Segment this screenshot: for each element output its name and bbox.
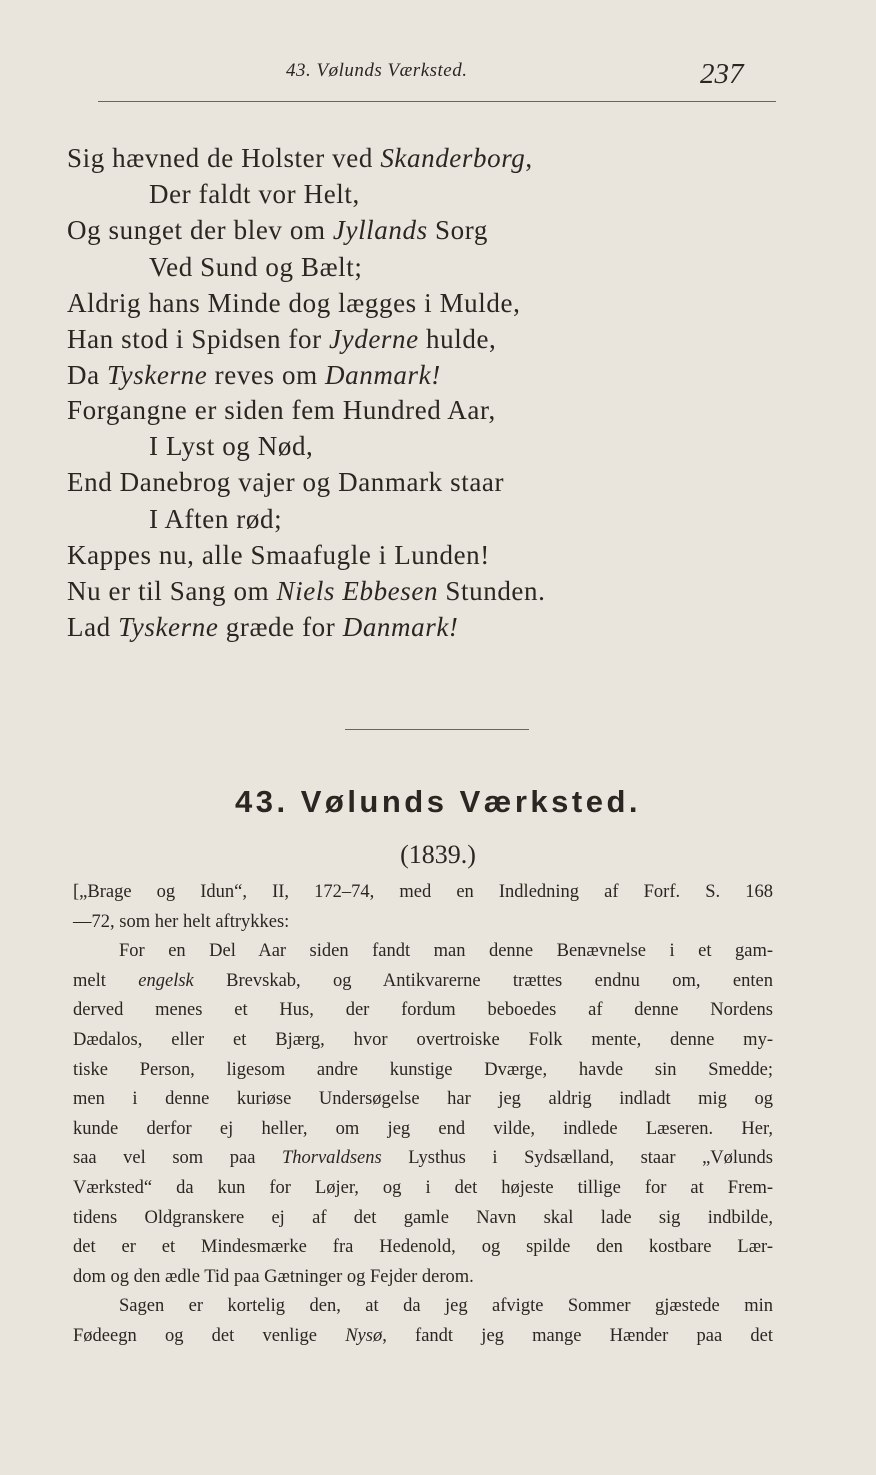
- text-segment: Lad: [67, 612, 119, 643]
- verse-line: [67, 285, 520, 321]
- verse-line: [67, 464, 504, 500]
- running-head: [0, 58, 876, 98]
- text-segment: derved menes et Hus, der fordum beboedes af denne Nordens: [73, 1000, 773, 1021]
- prose-line: [73, 1322, 773, 1352]
- prose-line: [73, 908, 773, 938]
- text-segment: Kappes nu, alle Smaafugle i Lunden!: [67, 539, 490, 570]
- prose-line: [73, 1233, 773, 1263]
- prose-line: [73, 1204, 773, 1234]
- text-segment: Værksted“ da kun for Løjer, og i det højeste tillige for at Frem-: [73, 1177, 773, 1198]
- running-head-title: [286, 60, 468, 82]
- prose-line: [73, 1174, 773, 1204]
- text-segment: reves om: [207, 360, 326, 391]
- text-segment: Ved Sund og Bælt;: [149, 251, 363, 282]
- text-segment: Nu er til Sang om: [67, 576, 277, 606]
- text-segment: Der faldt vor Helt,: [149, 179, 360, 210]
- prose-line: [73, 1026, 773, 1056]
- prose-line: [119, 1292, 773, 1322]
- verse-line: [67, 321, 496, 357]
- italic-text: Thorvaldsens: [281, 1148, 382, 1169]
- italic-text: Tyskerne: [107, 360, 208, 391]
- text-segment: men i denne kuriøse Undersøgelse har jeg aldrig indladt mig og: [73, 1089, 773, 1110]
- verse-line: [149, 501, 282, 537]
- text-segment: kunde derfor ej heller, om jeg end vilde, indlede Læseren. Her,: [73, 1118, 773, 1139]
- prose-line: [73, 1115, 773, 1145]
- header-rule: [98, 101, 776, 102]
- text-segment: Sagen er kortelig den, at da jeg afvigte Sommer gjæstede min: [119, 1296, 773, 1317]
- prose-line: [73, 1144, 773, 1174]
- prose-line: [119, 937, 773, 967]
- running-head-text: Vølunds Værksted.: [316, 60, 468, 81]
- section-divider: [345, 729, 529, 730]
- text-segment: , fandt jeg mange Hænder paa det: [382, 1325, 773, 1346]
- verse-line: [67, 357, 441, 393]
- text-segment: I Aften rød;: [149, 503, 283, 534]
- text-segment: Og sunget der blev om: [67, 215, 333, 246]
- italic-text: Skanderborg: [380, 143, 526, 173]
- text-segment: Aldrig hans Minde dog lægges i Mulde,: [67, 287, 521, 318]
- text-segment: Brevskab, og Antikvarerne trættes endnu om, enten: [193, 970, 773, 991]
- section-heading: 43. Vølunds Værksted.: [235, 784, 641, 819]
- prose-line: [73, 1085, 773, 1115]
- text-segment: Sorg: [427, 215, 488, 246]
- running-head-number: 43.: [286, 60, 312, 81]
- text-segment: Lysthus i Sydsælland, staar „Vølunds: [381, 1148, 773, 1169]
- text-segment: Han stod i Spidsen for: [67, 324, 330, 354]
- text-segment: melt: [73, 970, 139, 991]
- text-segment: ,: [525, 143, 533, 173]
- italic-text: Tyskerne: [118, 612, 219, 643]
- prose-line: [73, 996, 773, 1026]
- text-segment: Fødeegn og det venlige: [73, 1325, 346, 1346]
- italic-text: Danmark!: [325, 360, 441, 391]
- text-segment: [„Brage og Idun“, II, 172–74, med en Indledning af Forf. S. 168: [73, 882, 773, 902]
- text-segment: dom og den ædle Tid paa Gætninger og Fejder derom.: [73, 1266, 474, 1287]
- italic-text: Jyderne: [329, 324, 419, 354]
- italic-text: engelsk: [138, 970, 194, 991]
- verse-line: [149, 176, 360, 212]
- text-segment: tidens Oldgranskere ej af det gamle Navn skal lade sig indbilde,: [73, 1207, 773, 1228]
- text-segment: Sig hævned de Holster ved: [67, 143, 381, 173]
- text-segment: —72, som her helt aftrykkes:: [73, 911, 290, 932]
- italic-text: Danmark!: [342, 612, 459, 643]
- text-segment: hulde,: [418, 324, 497, 354]
- verse-line: [149, 249, 362, 285]
- verse-line: [67, 392, 496, 428]
- text-segment: græde for: [218, 612, 343, 643]
- text-segment: End Danebrog vajer og Danmark staar: [67, 467, 505, 498]
- verse-line: [67, 212, 488, 248]
- italic-text: Jyllands: [332, 215, 428, 246]
- verse-line: [67, 537, 490, 573]
- prose-line: [73, 967, 773, 997]
- text-segment: I Lyst og Nød,: [149, 431, 314, 462]
- text-segment: tiske Person, ligesom andre kunstige Dværge, havde sin Smedde;: [73, 1059, 773, 1080]
- prose-body: [73, 878, 773, 1352]
- text-segment: det er et Mindesmærke fra Hedenold, og spilde den kostbare Lær-: [73, 1237, 773, 1258]
- prose-line: [73, 1263, 773, 1293]
- prose-line: [73, 878, 773, 908]
- verse-line: [67, 140, 533, 176]
- verse-line: [67, 573, 545, 609]
- text-segment: Forgangne er siden fem Hundred Aar,: [67, 395, 496, 425]
- text-segment: For en Del Aar siden fandt man denne Benævnelse i et gam-: [119, 941, 773, 962]
- section-year: (1839.): [400, 840, 476, 869]
- text-segment: Stunden.: [438, 576, 546, 606]
- text-segment: Dædalos, eller et Bjærg, hvor overtroiske Folk mente, denne my-: [73, 1029, 773, 1050]
- verse-line: [67, 609, 459, 645]
- page-number: 237: [700, 58, 744, 90]
- prose-line: [73, 1056, 773, 1086]
- text-segment: saa vel som paa: [73, 1148, 282, 1169]
- italic-text: Niels Ebbesen: [276, 576, 439, 606]
- verse-line: [149, 428, 313, 464]
- italic-text: Nysø: [345, 1325, 383, 1346]
- text-segment: Da: [67, 360, 108, 391]
